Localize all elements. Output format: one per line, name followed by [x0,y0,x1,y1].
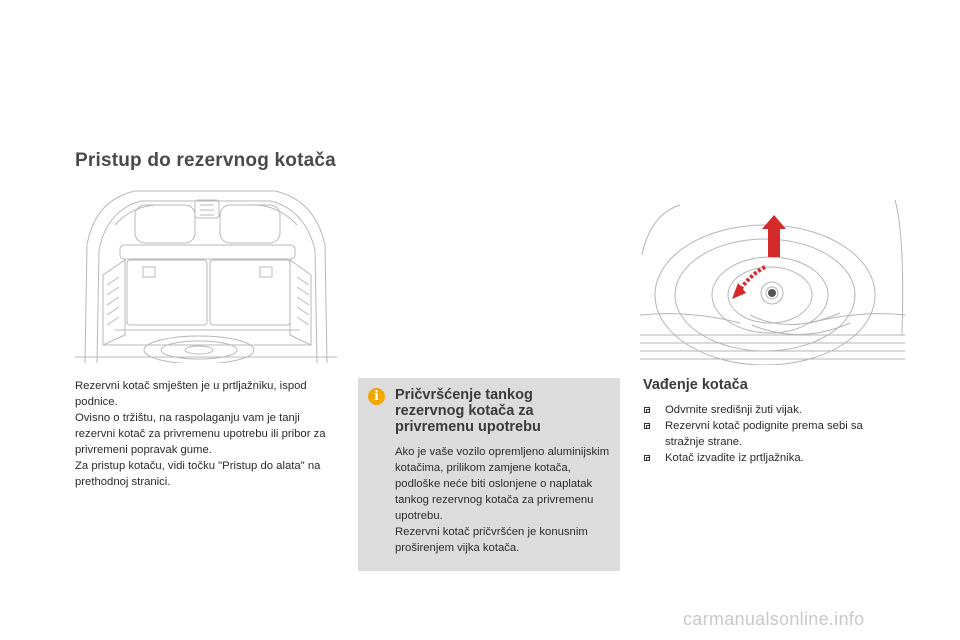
step-text: Odvrnite središnji žuti vijak. [665,404,802,416]
pull-arrow-icon [740,267,765,290]
info-title: Pričvršćenje tankog rezervnog kotača za privremenu upotrebu [395,387,541,435]
checkbox-bullet-icon [644,423,650,429]
info-icon: i [368,388,385,405]
step-text: Kotač izvadite iz prtljažnika. [665,452,804,464]
lift-arrow-icon [762,215,786,257]
trunk-illustration [75,185,337,363]
step-text: Rezervni kotač podignite prema sebi sa stražnje strane. [665,420,863,448]
watermark: carmanualsonline.info [683,609,865,629]
paragraph: Rezervni kotač smješten je u prtljažniku, ispod podnice. [75,380,307,408]
checkbox-bullet-icon [644,455,650,461]
list-item [643,418,903,450]
info-body [395,444,610,556]
left-body-text [75,378,343,490]
list-item [643,402,903,418]
page-title: Pristup do rezervnog kotača [75,150,336,171]
steps-list [643,402,903,466]
checkbox-bullet-icon [644,407,650,413]
info-note-box [358,378,620,571]
list-item [643,450,903,466]
paragraph: Ovisno o tržištu, na raspolaganju vam je tanji rezervni kotač za privremenu upotrebu ili pribor za privremeni popravak gume. [75,412,326,456]
wheel-removal-illustration [640,195,905,365]
paragraph: Rezervni kotač pričvršćen je konusnim proširenjem vijka kotača. [395,526,588,554]
section-title: Vađenje kotača [643,377,748,393]
paragraph: Za pristup kotaču, vidi točku "Pristup do alata" na prethodnoj stranici. [75,460,321,488]
paragraph: Ako je vaše vozilo opremljeno aluminijskim kotačima, prilikom zamjene kotača, podloške neće biti oslonjene o naplatak tankog rezervnog kotača za privremenu upotrebu. [395,446,610,522]
